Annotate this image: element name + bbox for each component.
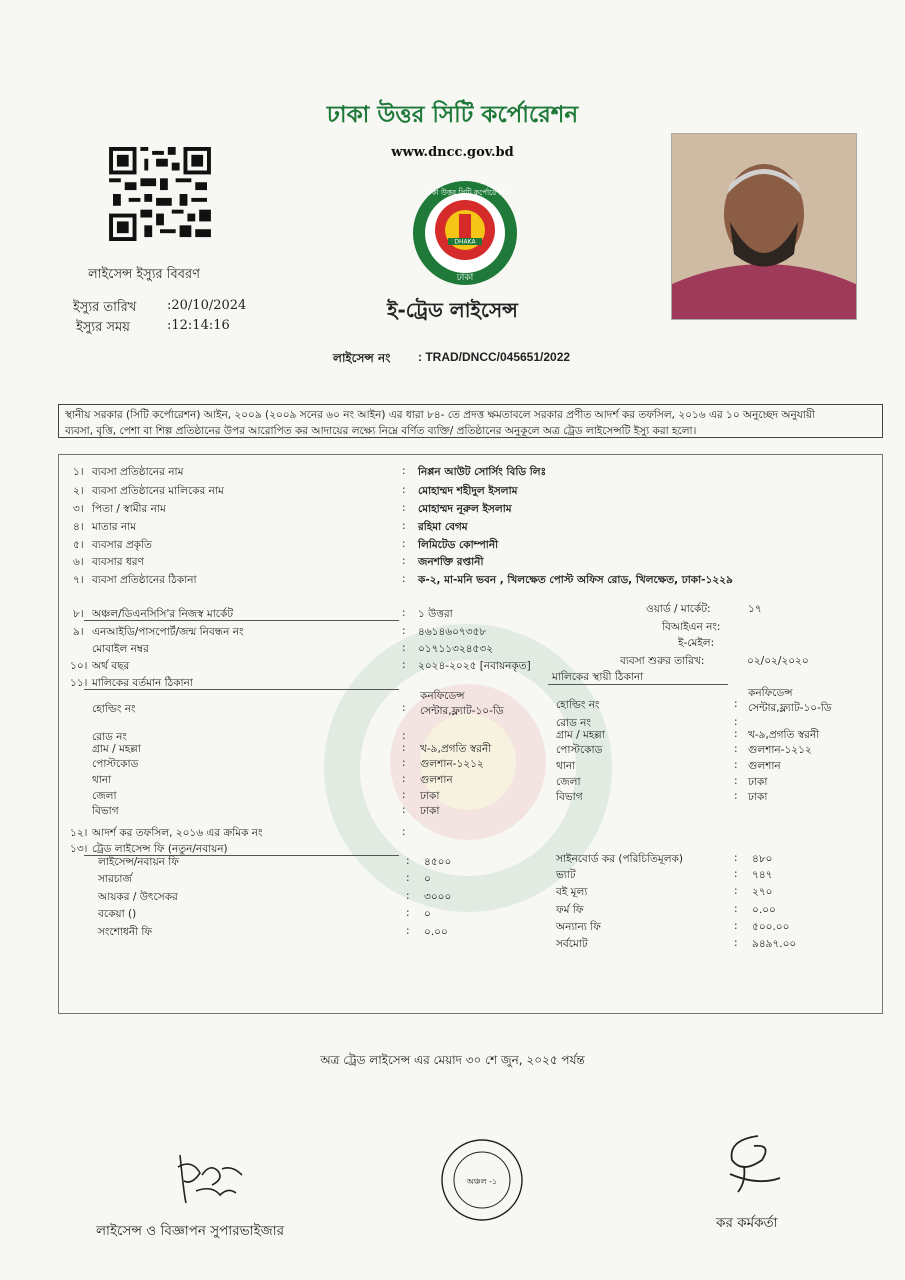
preamble-line-1: স্থানীয় সরকার (সিটি কর্পোরেশন) আইন, ২০০৯ (২০০৯ সনের ৬০ নং আইন) এর ধারা ৮৪- তে প্রদত্ত ক্ষমতাবলে সরকার প্রণীত আদর্শ কর তফসিল, ২০১৬ এর ১০ অনুচ্ছেদ অনুযায়ী xyxy=(65,409,816,421)
present-address-field-value: খ-৯,প্রগতি স্বরনী xyxy=(420,743,492,755)
colon: : xyxy=(402,484,406,496)
fee-label: সাইনবোর্ড কর (পরিচিতিমূলক) xyxy=(556,853,683,865)
item-9-label: এনআইডি/পাসপোর্ট/জন্ম নিবন্ধন নং xyxy=(92,626,244,638)
detail-item-no: ৭। xyxy=(73,574,84,586)
document-title: ই-ট্রেড লাইসেন্স xyxy=(387,298,518,322)
permanent-address-field-value: ঢাকা xyxy=(748,791,768,803)
present-address-field-label: রোড নং xyxy=(92,731,127,743)
permanent-address-field-label: থানা xyxy=(556,760,576,772)
detail-item-value: লিমিটেড কোম্পানী xyxy=(418,539,499,551)
issue-date-label: ইস্যুর তারিখ xyxy=(73,300,137,315)
present-address-field-label: পোস্টকোড xyxy=(92,758,139,770)
bin-label: বিআইএন নং: xyxy=(662,621,721,633)
colon: : xyxy=(402,465,406,477)
holding-perm-label: হোল্ডিং নং xyxy=(556,699,600,711)
fee-value: ৩০০০ xyxy=(424,891,452,903)
fee-value: ০ xyxy=(424,873,431,885)
permanent-address-field-label: জেলা xyxy=(556,776,581,788)
logo-bottom-text: ঢাকা xyxy=(456,273,474,283)
item-10-no: ১০। xyxy=(70,660,88,672)
start-date-label: ব্যবসা শুরুর তারিখ: xyxy=(620,655,705,667)
item-11-no: ১১। xyxy=(70,677,88,689)
preamble-line-2: ব্যবসা, বৃত্তি, পেশা বা শিল্প প্রতিষ্ঠানের উপর আরোপিত কর আদায়ের লক্ষ্যে নিম্নে বর্ণিত ব্যক্তি/ প্রতিষ্ঠানের অনুকূলে অত্র ট্রেড লাইসেন্সটি ইস্যু করা হলো। xyxy=(65,425,697,437)
supervisor-signature-caption: লাইসেন্স ও বিজ্ঞাপন সুপারভাইজার xyxy=(96,1223,285,1239)
fee-value: ৭৪৭ xyxy=(752,869,773,881)
dncc-logo xyxy=(412,180,518,286)
fee-label: ভ্যাট xyxy=(556,869,576,881)
present-address-field-label: জেলা xyxy=(92,790,117,802)
license-number: : TRAD/DNCC/045651/2022 xyxy=(418,350,571,364)
fee-label: বকেয়া () xyxy=(98,908,137,920)
start-date-value: ০২/০২/২০২০ xyxy=(747,655,809,667)
colon: : xyxy=(402,642,406,654)
detail-item-value: মোহাম্মদ নূরুল ইসলাম xyxy=(418,503,512,515)
detail-item-no: ৫। xyxy=(73,539,84,551)
permanent-address-field-label: পোস্টকোড xyxy=(556,744,603,756)
mobile-label: মোবাইল নম্বর xyxy=(92,643,149,655)
colon: : xyxy=(402,659,406,671)
official-seal xyxy=(440,1138,524,1222)
detail-item-no: ৪। xyxy=(73,521,84,533)
colon: : xyxy=(734,743,738,755)
colon: : xyxy=(734,868,738,880)
detail-item-label: ব্যবসা প্রতিষ্ঠানের মালিকের নাম xyxy=(92,485,224,497)
detail-item-value: নিপ্পন আউট সোর্সিং বিডি লিঃ xyxy=(418,466,547,478)
detail-item-no: ২। xyxy=(73,485,84,497)
item-10-value: ২০২৪-২০২৫ [নবায়নকৃত] xyxy=(418,660,531,672)
preamble-box xyxy=(58,404,883,438)
detail-item-label: ব্যবসা প্রতিষ্ঠানের ঠিকানা xyxy=(92,574,197,586)
colon: : xyxy=(402,520,406,532)
colon: : xyxy=(406,907,410,919)
detail-item-value: রহিমা বেগম xyxy=(418,521,468,533)
fee-label: ফর্ম ফি xyxy=(556,904,584,916)
issue-time-label: ইস্যুর সময় xyxy=(76,320,130,335)
fee-value: ০.০০ xyxy=(752,904,776,916)
present-address-label: মালিকের বর্তমান ঠিকানা xyxy=(92,677,193,689)
detail-item-no: ৬। xyxy=(73,556,84,568)
license-number-label: লাইসেন্স নং xyxy=(333,351,391,365)
present-address-field-label: বিভাগ xyxy=(92,805,119,817)
tax-officer-caption: কর কর্মকর্তা xyxy=(716,1215,778,1231)
fee-value: ৯৪৯৭.০০ xyxy=(752,938,797,950)
item-13-no: ১৩। xyxy=(70,843,88,855)
item-8-label: অঞ্চল/ডিএনসিসি'র নিজস্ব মার্কেট xyxy=(92,608,234,620)
colon: : xyxy=(402,730,406,742)
colon: : xyxy=(734,716,738,728)
fees-title: ট্রেড লাইসেন্স ফি (নতুন/নবায়ন) xyxy=(92,843,228,855)
mobile-value: ০১৭১১৩২৪৫৩২ xyxy=(418,643,494,655)
org-title: ঢাকা উত্তর সিটি কর্পোরেশন xyxy=(326,102,579,128)
permanent-address-field-value: ঢাকা xyxy=(748,776,768,788)
detail-item-value: জনশক্তি রপ্তানী xyxy=(418,556,484,568)
holding-label: হোল্ডিং নং xyxy=(92,703,136,715)
fee-value: ০.০০ xyxy=(424,926,448,938)
detail-item-no: ৩। xyxy=(73,503,84,515)
logo-top-text: ঢাকা উত্তর সিটি কর্পোরেশন xyxy=(425,188,512,197)
colon: : xyxy=(402,773,406,785)
fee-value: ৫০০.০০ xyxy=(752,921,790,933)
colon: : xyxy=(402,742,406,754)
colon: : xyxy=(734,790,738,802)
colon: : xyxy=(734,920,738,932)
detail-item-label: পিতা / স্বামীর নাম xyxy=(92,503,166,515)
fee-value: ৪৫০০ xyxy=(424,856,452,868)
fee-label: বই মূল্য xyxy=(556,886,588,898)
holding-present-value-2: সেন্টার,ফ্ল্যাট-১০-ডি xyxy=(420,705,504,717)
detail-item-label: ব্যবসার ধরণ xyxy=(92,556,144,568)
item-12-no: ১২। xyxy=(70,827,88,839)
permanent-address-field-label: রোড নং xyxy=(556,717,591,729)
colon: : xyxy=(734,728,738,740)
detail-item-no: ১। xyxy=(73,466,84,478)
divider xyxy=(84,620,399,621)
colon: : xyxy=(734,937,738,949)
supervisor-signature xyxy=(172,1145,244,1207)
detail-item-label: মাতার নাম xyxy=(92,521,137,533)
issue-time-value: :12:14:16 xyxy=(167,318,230,333)
issue-date-value: :20/10/2024 xyxy=(167,298,247,313)
divider xyxy=(84,689,399,690)
permanent-address-label: মালিকের স্থায়ী ঠিকানা xyxy=(552,671,644,683)
colon: : xyxy=(402,538,406,550)
colon: : xyxy=(402,789,406,801)
fee-label: আয়কর / উৎসেকর xyxy=(98,891,178,903)
divider xyxy=(548,684,728,685)
item-10-label: অর্থ বছর xyxy=(92,660,130,672)
validity-note: অত্র ট্রেড লাইসেন্স এর মেয়াদ ৩০ শে জুন, ২০২৫ পর্যন্ত xyxy=(320,1053,585,1067)
present-address-field-value: গুলশান-১২১২ xyxy=(420,758,484,770)
fee-label: সর্বমোট xyxy=(556,938,588,950)
ward-label: ওয়ার্ড / মার্কেট: xyxy=(646,603,711,615)
colon: : xyxy=(734,885,738,897)
fee-value: ২৭০ xyxy=(752,886,773,898)
item-8-no: ৮। xyxy=(73,608,84,620)
colon: : xyxy=(402,826,406,838)
fee-label: অন্যান্য ফি xyxy=(556,921,601,933)
present-address-field-value: ঢাকা xyxy=(420,790,440,802)
detail-item-value: মোহাম্মদ শহীদুল ইসলাম xyxy=(418,485,518,497)
colon: : xyxy=(402,804,406,816)
colon: : xyxy=(402,573,406,585)
colon: : xyxy=(406,872,410,884)
holding-perm-value: কনফিডেন্স xyxy=(748,687,793,699)
item-9-no: ৯। xyxy=(73,626,84,638)
item-9-value: ৪৬১৪৬০৭৩৫৮ xyxy=(418,626,487,638)
detail-item-value: ক-২, মা-মনি ভবন , খিলক্ষেত পোস্ট অফিস রোড, খিলক্ষেত, ঢাকা-১২২৯ xyxy=(418,574,733,586)
ward-value: ১৭ xyxy=(748,603,762,615)
colon: : xyxy=(406,890,410,902)
colon: : xyxy=(734,759,738,771)
colon: : xyxy=(734,903,738,915)
colon: : xyxy=(402,607,406,619)
permanent-address-field-value: খ-৯,প্রগতি স্বরনী xyxy=(748,729,820,741)
colon: : xyxy=(406,855,410,867)
colon: : xyxy=(402,502,406,514)
colon: : xyxy=(402,757,406,769)
present-address-field-label: গ্রাম / মহল্লা xyxy=(92,743,141,755)
owner-photo xyxy=(671,133,857,320)
colon: : xyxy=(402,555,406,567)
fee-label: সংশোধনী ফি xyxy=(98,926,153,938)
fee-label: সারচার্জ xyxy=(98,873,132,885)
colon: : xyxy=(734,852,738,864)
fee-label: লাইসেন্স/নবায়ন ফি xyxy=(98,856,179,868)
present-address-field-label: থানা xyxy=(92,774,112,786)
detail-item-label: ব্যবসা প্রতিষ্ঠানের নাম xyxy=(92,466,184,478)
tax-officer-signature xyxy=(718,1130,788,1198)
website-url[interactable]: www.dncc.gov.bd xyxy=(391,145,514,160)
item-8-value: ১ উত্তরা xyxy=(418,608,453,620)
detail-item-label: ব্যবসার প্রকৃতি xyxy=(92,539,152,551)
issue-details-caption: লাইসেন্স ইস্যুর বিবরণ xyxy=(88,267,200,282)
colon: : xyxy=(402,702,406,714)
fee-value: ০ xyxy=(424,908,431,920)
permanent-address-field-value: গুলশান xyxy=(748,760,781,772)
permanent-address-field-label: বিভাগ xyxy=(556,791,583,803)
item-12-label: আদর্শ কর তফসিল, ২০১৬ এর ক্রমিক নং xyxy=(92,827,263,839)
colon: : xyxy=(734,775,738,787)
colon: : xyxy=(406,925,410,937)
qr-code xyxy=(108,147,212,241)
present-address-field-value: গুলশান xyxy=(420,774,453,786)
colon: : xyxy=(734,698,738,710)
present-address-field-value: ঢাকা xyxy=(420,805,440,817)
colon: : xyxy=(402,625,406,637)
email-label: ই-মেইল: xyxy=(678,637,715,649)
logo-mid-text: DHAKA xyxy=(454,238,476,246)
permanent-address-field-label: গ্রাম / মহল্লা xyxy=(556,729,605,741)
holding-perm-value-2: সেন্টার,ফ্ল্যাট-১০-ডি xyxy=(748,702,832,714)
seal-center-text: অঞ্চল -১ xyxy=(466,1177,498,1186)
fee-value: ৪৮০ xyxy=(752,853,773,865)
permanent-address-field-value: গুলশান-১২১২ xyxy=(748,744,812,756)
holding-present-value: কনফিডেন্স xyxy=(420,690,465,702)
